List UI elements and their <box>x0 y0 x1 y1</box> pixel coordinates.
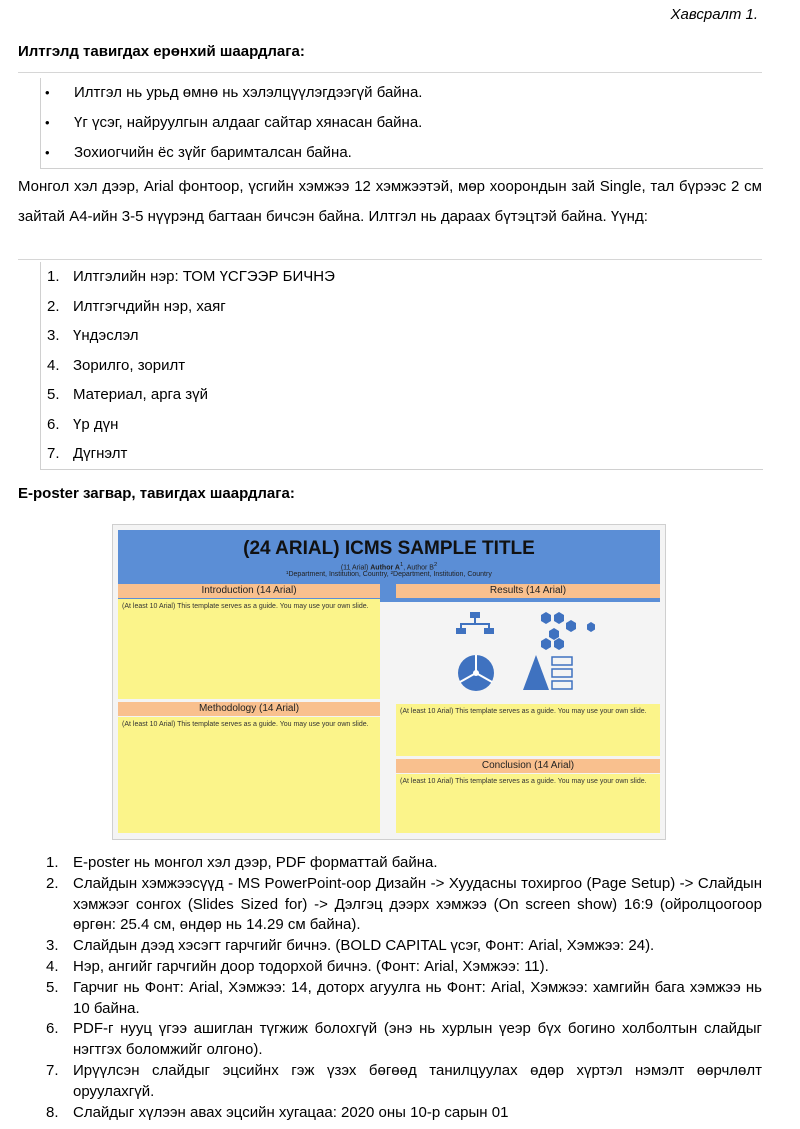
list-item <box>41 410 763 440</box>
list-item-text: Материал, арга зүй <box>73 386 208 403</box>
results-header: Results (14 Arial) <box>396 584 660 598</box>
list-item <box>40 936 762 957</box>
list-item-text: Зорилго, зорилт <box>73 356 186 374</box>
eposter-requirements-list <box>40 853 762 1123</box>
poster-title: (24 ARIAL) ICMS SAMPLE TITLE <box>243 538 535 559</box>
list-item <box>40 874 762 936</box>
author-b: , Author B <box>403 564 434 572</box>
format-paragraph: Монгол хэл дээр, Arial фонтоор, үсгийн хэмжээ 12 хэмжээтэй, мөр хоорондын зай Single, тал бүрээс 2 см зайтай А4-ийн 3-5 нүүрэнд багтаан бичсэн байна. Илтгэл нь дараах бүтэцтэй байна. Үүнд: <box>18 178 762 225</box>
list-item-text: Слайдыг хүлээн авах эцсийн хугацаа: 2020 оны 10-р сарын 01 <box>73 1103 509 1121</box>
list-number: 3. <box>47 327 60 344</box>
list-item-text: Гарчиг нь Фонт: Arial, Хэмжээ: 14, доторх агуулга нь Фонт: Arial, Хэмжээ: хамгийн бага хэмжээ нь 10 байна. <box>73 978 762 1017</box>
structure-list <box>40 262 763 470</box>
general-requirements-heading: Илтгэлд тавигдах ерөнхий шаардлага: <box>18 43 305 60</box>
list-number: 4. <box>46 957 59 975</box>
list-item <box>41 262 763 292</box>
list-item <box>41 108 763 138</box>
list-item <box>41 138 763 169</box>
author-prefix: (11 Arial) <box>340 564 371 572</box>
annex-label: Хавсралт 1. <box>670 6 758 23</box>
list-item <box>40 978 762 1020</box>
introduction-header: Introduction (14 Arial) <box>118 584 380 598</box>
results-icons <box>396 600 660 700</box>
list-item <box>41 292 763 322</box>
list-item-text: Дүгнэлт <box>73 445 128 462</box>
hexagons-icon <box>541 612 595 650</box>
list-number: 3. <box>46 937 59 955</box>
list-item <box>40 853 762 874</box>
list-item <box>40 1061 762 1103</box>
list-number: 8. <box>46 1103 59 1121</box>
methodology-body: (At least 10 Arial) This template serves as a guide. You may use your own slide. <box>118 717 380 833</box>
list-item-text: Үг үсэг, найруулгын алдааг сайтар хянасан байна. <box>74 114 423 131</box>
list-number: 6. <box>46 1020 59 1038</box>
list-item <box>41 351 763 381</box>
list-item <box>40 957 762 978</box>
list-item-text: Ирүүлсэн слайдыг эцсийнх гэж үзэх бөгөөд танилцуулах өдөр хүртэл нэмэлт өөрчлөлт оруулахгүй. <box>73 1061 762 1100</box>
list-item-text: Үндэслэл <box>73 327 139 344</box>
divider <box>18 72 762 73</box>
list-number: 7. <box>46 1061 59 1079</box>
org-chart-icon <box>456 612 494 634</box>
list-number: 4. <box>47 356 60 374</box>
list-item-text: Нэр, ангийг гарчгийн доор тодорхой бичнэ. (Фонт: Arial, Хэмжээ: 11). <box>73 957 549 975</box>
list-item <box>41 380 763 410</box>
list-item <box>41 321 763 351</box>
list-item-text: Слайдын хэмжээсүүд - MS PowerPoint-оор Дизайн -> Хуудасны тохиргоо (Page Setup) -> Слайдын хэмжээг сонгох (Slides Sized for) -> Дэлгэц дээрх хэмжээ (On screen show) 16:9 (ойролцоогоор өргөн: 25.4 см, өндөр нь 14.29 см байна). <box>73 874 762 934</box>
poster-departments: ¹Department, Institution, Country, ²Department, Institution, Country <box>286 571 492 579</box>
list-number: 1. <box>46 854 59 871</box>
bullet-icon: • <box>45 85 50 100</box>
list-number: 6. <box>47 415 60 433</box>
list-item-text: Илтгэлийн нэр: ТОМ ҮСГЭЭР БИЧНЭ <box>73 268 335 285</box>
introduction-body: (At least 10 Arial) This template serves as a guide. You may use your own slide. <box>118 599 380 699</box>
list-item-text: Илтгэл нь урьд өмнө нь хэлэлцүүлэгдээгүй байна. <box>74 84 423 101</box>
list-item-text: E-poster нь монгол хэл дээр, PDF форматтай байна. <box>73 854 438 871</box>
list-item <box>41 78 763 108</box>
list-number: 5. <box>46 978 59 996</box>
list-number: 1. <box>47 268 60 285</box>
conclusion-header: Conclusion (14 Arial) <box>396 759 660 773</box>
poster-authors <box>118 562 660 571</box>
results-body: (At least 10 Arial) This template serves as a guide. You may use your own slide. <box>396 704 660 756</box>
list-item-text: Зохиогчийн ёс зүйг баримталсан байна. <box>74 144 352 161</box>
pie-chart-icon <box>458 655 494 691</box>
list-number: 5. <box>47 386 60 403</box>
list-item <box>41 439 763 469</box>
list-item <box>40 1019 762 1061</box>
list-item-text: Илтгэгчдийн нэр, хаяг <box>73 297 226 315</box>
conclusion-body: (At least 10 Arial) This template serves as a guide. You may use your own slide. <box>396 774 660 833</box>
divider <box>18 259 762 260</box>
list-number: 2. <box>47 297 60 315</box>
author-a-sup: 1 <box>399 562 404 568</box>
pyramid-list-icon <box>523 655 572 690</box>
author-a: Author A <box>370 564 400 572</box>
list-number: 2. <box>46 874 59 892</box>
list-item-text: PDF-г нууц үгээ ашиглан түгжиж болохгүй (энэ нь хурлын үеэр бүх богино холболтын слайдыг нэгтгэх боломжийг олгоно). <box>73 1020 762 1059</box>
list-item-text: Слайдын дээд хэсэгт гарчгийг бичнэ. (BOLD CAPITAL үсэг, Фонт: Arial, Хэмжээ: 24). <box>73 937 655 955</box>
bullet-icon: • <box>45 115 50 130</box>
requirements-bullet-list <box>40 78 763 169</box>
list-number: 7. <box>47 445 60 462</box>
methodology-header: Methodology (14 Arial) <box>118 702 380 716</box>
bullet-icon: • <box>45 145 50 160</box>
list-item <box>40 1103 762 1124</box>
list-item-text: Үр дүн <box>73 415 119 433</box>
author-b-sup: 2 <box>433 562 438 568</box>
eposter-heading: E-poster загвар, тавигдах шаардлага: <box>18 485 295 502</box>
